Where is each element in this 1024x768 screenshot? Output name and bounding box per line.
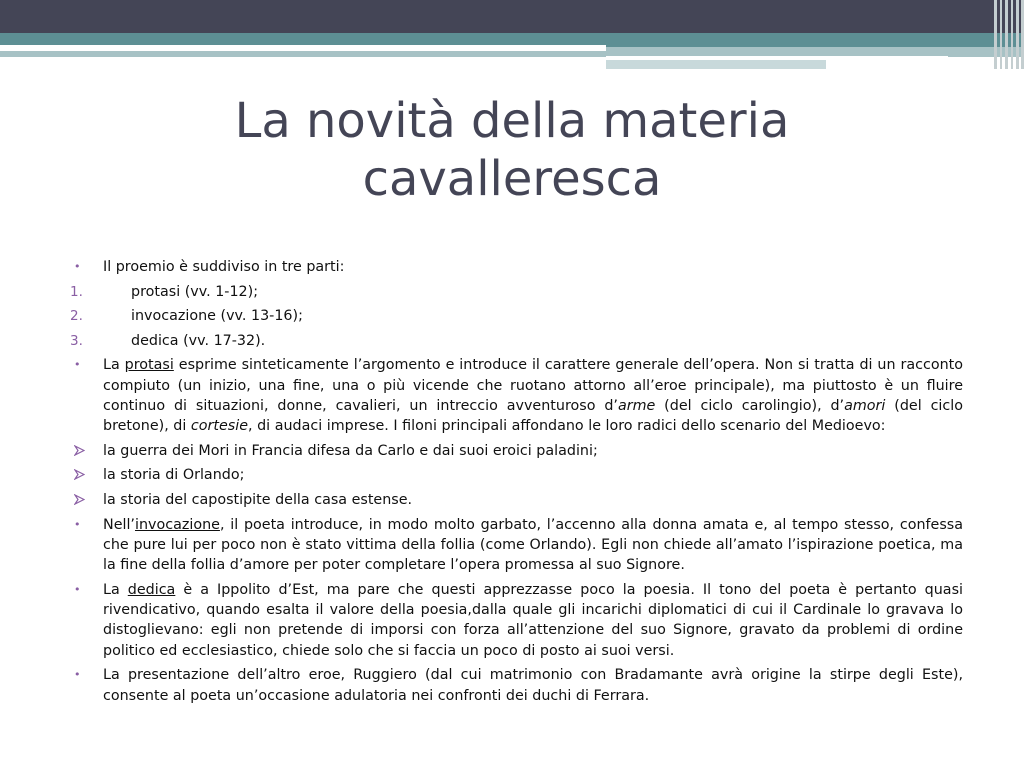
item-text: la storia del capostipite della casa estense. <box>103 492 413 509</box>
list-item <box>70 306 963 326</box>
slide-body <box>70 257 963 710</box>
header-band-light-2 <box>606 60 826 69</box>
list-item <box>70 355 963 436</box>
arrow-bullet-icon <box>74 465 85 480</box>
item-text: la storia di Orlando; <box>103 467 245 484</box>
list-item <box>70 441 963 461</box>
item-text: Nell’invocazione, il poeta introduce, in modo molto garbato, l’accenno alla donna amata e, al tempo stesso, confessa che pure lui per poco non è stato vittima della follia (come Orlando). Egli non chiede all’amato l’ispirazione poetica, ma la fine della follia d’amore per poter completare l’opera promessa al suo Signore. <box>103 516 963 574</box>
bullet-marker: • <box>74 668 81 682</box>
arrow-bullet-icon <box>74 490 85 505</box>
number-marker: 3. <box>70 332 83 349</box>
item-text: La dedica è a Ippolito d’Est, ma pare che questi apprezzasse poco la poesia. Il tono del poeta è pertanto quasi rivendicativo, quando esalta il valore della poesia,dalla quale gli incarichi diplomatici di cui il Cardinale lo gravava lo distoglievano: egli non pretende di imporsi con forza all’attenzione del suo Signore, gravato da problemi di ordine politico ed ecclesiastico, chiede solo che si faccia un poco di posto ai suoi versi. <box>103 581 963 659</box>
item-text: dedica (vv. 17-32). <box>131 332 266 349</box>
number-marker: 2. <box>70 308 83 325</box>
list-item <box>70 665 963 706</box>
item-text: protasi (vv. 1-12); <box>131 283 259 300</box>
list-item <box>70 465 963 485</box>
list-item <box>70 515 963 576</box>
header-white-line <box>0 45 606 51</box>
keyword-underlined: invocazione <box>134 516 220 533</box>
keyword-italic: cortesie <box>190 418 249 435</box>
keyword-underlined: protasi <box>124 357 174 374</box>
list-item <box>70 257 963 277</box>
bullet-marker: • <box>74 582 81 596</box>
header-band-dark <box>0 0 1024 33</box>
arrow-bullet-icon <box>74 441 85 456</box>
bullet-marker: • <box>74 517 81 531</box>
item-text: la guerra dei Mori in Francia difesa da Carlo e dai suoi eroici paladini; <box>103 442 598 459</box>
list-item <box>70 282 963 302</box>
list-item <box>70 331 963 351</box>
item-text: invocazione (vv. 13-16); <box>131 308 303 325</box>
bullet-marker: • <box>74 358 81 372</box>
slide-title: La novità della materia cavalleresca <box>234 93 790 207</box>
item-text: Il proemio è suddiviso in tre parti: <box>103 259 345 275</box>
item-text: La presentazione dell’altro eroe, Ruggiero (dal cui matrimonio con Bradamante avrà origine la stirpe degli Este), consente al poeta un’occasione adulatoria nei confronti dei duchi di Ferrara. <box>103 667 963 704</box>
keyword-italic: amori <box>844 397 886 414</box>
bullet-marker: • <box>74 260 81 273</box>
item-text: La protasi esprime sinteticamente l’argomento e introduce il carattere generale dell’opera. Non si tratta di un racconto compiuto (un inizio, una fine, una o più vicende che ruotano attorno all’eroe principale), ma piuttosto è un fluire continuo di situazioni, donne, cavalieri, un intreccio avventuroso d’arme (del ciclo carolingio), d’amori (del ciclo bretone), di cortesie, di audaci imprese. I filoni principali affondano le loro radici dello scenario del Medioevo: <box>103 357 963 435</box>
keyword-underlined: dedica <box>127 581 176 598</box>
keyword-italic: arme <box>617 397 656 414</box>
number-marker: 1. <box>70 283 83 300</box>
list-item <box>70 490 963 510</box>
list-item <box>70 580 963 661</box>
header-vertical-stripes <box>994 0 1024 69</box>
